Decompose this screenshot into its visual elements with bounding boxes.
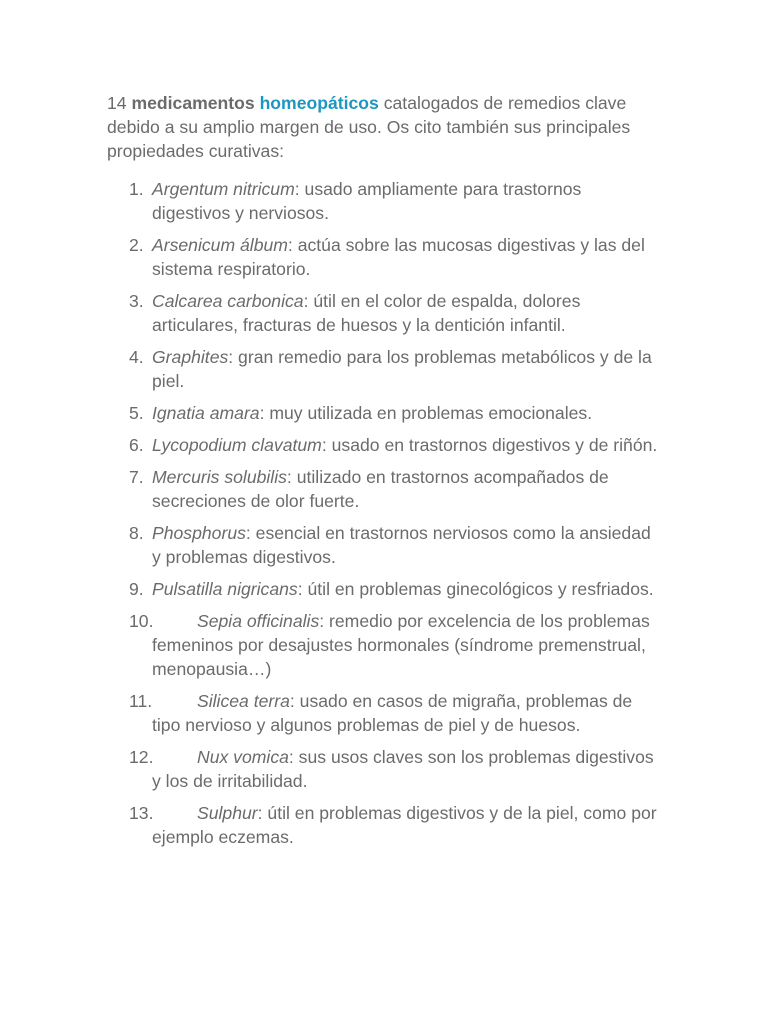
- remedy-description: : utilizado en trastornos acompañados de secreciones de olor fuerte.: [152, 467, 609, 511]
- list-item: [0, 433, 768, 457]
- list-item-text: [152, 177, 662, 225]
- list-item: [0, 233, 768, 281]
- remedy-name: Sepia officinalis: [197, 611, 320, 631]
- list-item-number: 12.: [129, 747, 154, 767]
- remedy-name: Pulsatilla nigricans: [152, 579, 298, 599]
- list-item-text: [152, 401, 662, 425]
- list-item-number: 8.: [129, 523, 144, 543]
- list-item-text: [152, 689, 662, 737]
- remedy-description: : usado en trastornos digestivos y de riñón.: [321, 435, 658, 455]
- remedy-description: : gran remedio para los problemas metabólicos y de la piel.: [152, 347, 652, 391]
- list-item-number: 2.: [129, 235, 144, 255]
- list-item-text: [152, 465, 662, 513]
- list-item: [0, 745, 768, 793]
- list-item-number: 3.: [129, 291, 144, 311]
- intro-accent-word: homeopáticos: [259, 93, 379, 113]
- remedy-name: Ignatia amara: [152, 403, 260, 423]
- remedy-description: : muy utilizada en problemas emocionales.: [259, 403, 593, 423]
- intro-count: 14: [107, 93, 127, 113]
- list-item-text: [152, 345, 662, 393]
- list-item-number: 5.: [129, 403, 144, 423]
- list-item-text: [152, 577, 662, 601]
- remedy-description: : esencial en trastornos nerviosos como la ansiedad y problemas digestivos.: [152, 523, 651, 567]
- remedy-description: : remedio por excelencia de los problemas femeninos por desajustes hormonales (síndrome premenstrual, menopausia…): [152, 611, 650, 679]
- list-item-number: 9.: [129, 579, 144, 599]
- intro-paragraph: [107, 91, 667, 163]
- list-item-number: 6.: [129, 435, 144, 455]
- list-item: [0, 801, 768, 849]
- remedy-description: : útil en problemas digestivos y de la piel, como por ejemplo eczemas.: [152, 803, 657, 847]
- list-item-text: [152, 609, 662, 681]
- remedy-description: : sus usos claves son los problemas digestivos y los de irritabilidad.: [152, 747, 654, 791]
- remedy-name: Argentum nitricum: [152, 179, 295, 199]
- remedy-description: : útil en problemas ginecológicos y resfriados.: [297, 579, 654, 599]
- remedy-name: Nux vomica: [197, 747, 289, 767]
- remedy-name: Calcarea carbonica: [152, 291, 304, 311]
- remedies-list: [0, 177, 768, 857]
- remedy-name: Phosphorus: [152, 523, 246, 543]
- list-item-number: 11.: [129, 691, 153, 711]
- list-item-number: 10.: [129, 611, 154, 631]
- list-item-number: 4.: [129, 347, 144, 367]
- list-item: [0, 521, 768, 569]
- remedy-description: : actúa sobre las mucosas digestivas y las del sistema respiratorio.: [152, 235, 645, 279]
- list-item-number: 7.: [129, 467, 144, 487]
- list-item: [0, 465, 768, 513]
- list-item-text: [152, 745, 662, 793]
- intro-rest: catalogados de remedios clave debido a su amplio margen de uso. Os cito también sus principales propiedades curativas:: [107, 93, 631, 161]
- list-item: [0, 345, 768, 393]
- remedy-name: Silicea terra: [197, 691, 290, 711]
- list-item: [0, 689, 768, 737]
- list-item: [0, 577, 768, 601]
- list-item: [0, 289, 768, 337]
- list-item-number: 13.: [129, 803, 154, 823]
- list-item-number: 1.: [129, 179, 144, 199]
- list-item-text: [152, 801, 662, 849]
- remedy-name: Graphites: [152, 347, 229, 367]
- list-item: [0, 401, 768, 425]
- intro-bold-word: medicamentos: [131, 93, 255, 113]
- remedy-name: Lycopodium clavatum: [152, 435, 322, 455]
- remedy-description: : usado ampliamente para trastornos digestivos y nerviosos.: [152, 179, 582, 223]
- remedy-name: Mercuris solubilis: [152, 467, 287, 487]
- remedy-description: : usado en casos de migraña, problemas de tipo nervioso y algunos problemas de piel y de huesos.: [152, 691, 633, 735]
- list-item-text: [152, 233, 662, 281]
- remedy-description: : útil en el color de espalda, dolores articulares, fracturas de huesos y la dentición infantil.: [152, 291, 581, 335]
- list-item: [0, 177, 768, 225]
- remedy-name: Arsenicum álbum: [152, 235, 288, 255]
- remedy-name: Sulphur: [197, 803, 258, 823]
- list-item: [0, 609, 768, 681]
- list-item-text: [152, 289, 662, 337]
- list-item-text: [152, 521, 662, 569]
- list-item-text: [152, 433, 662, 457]
